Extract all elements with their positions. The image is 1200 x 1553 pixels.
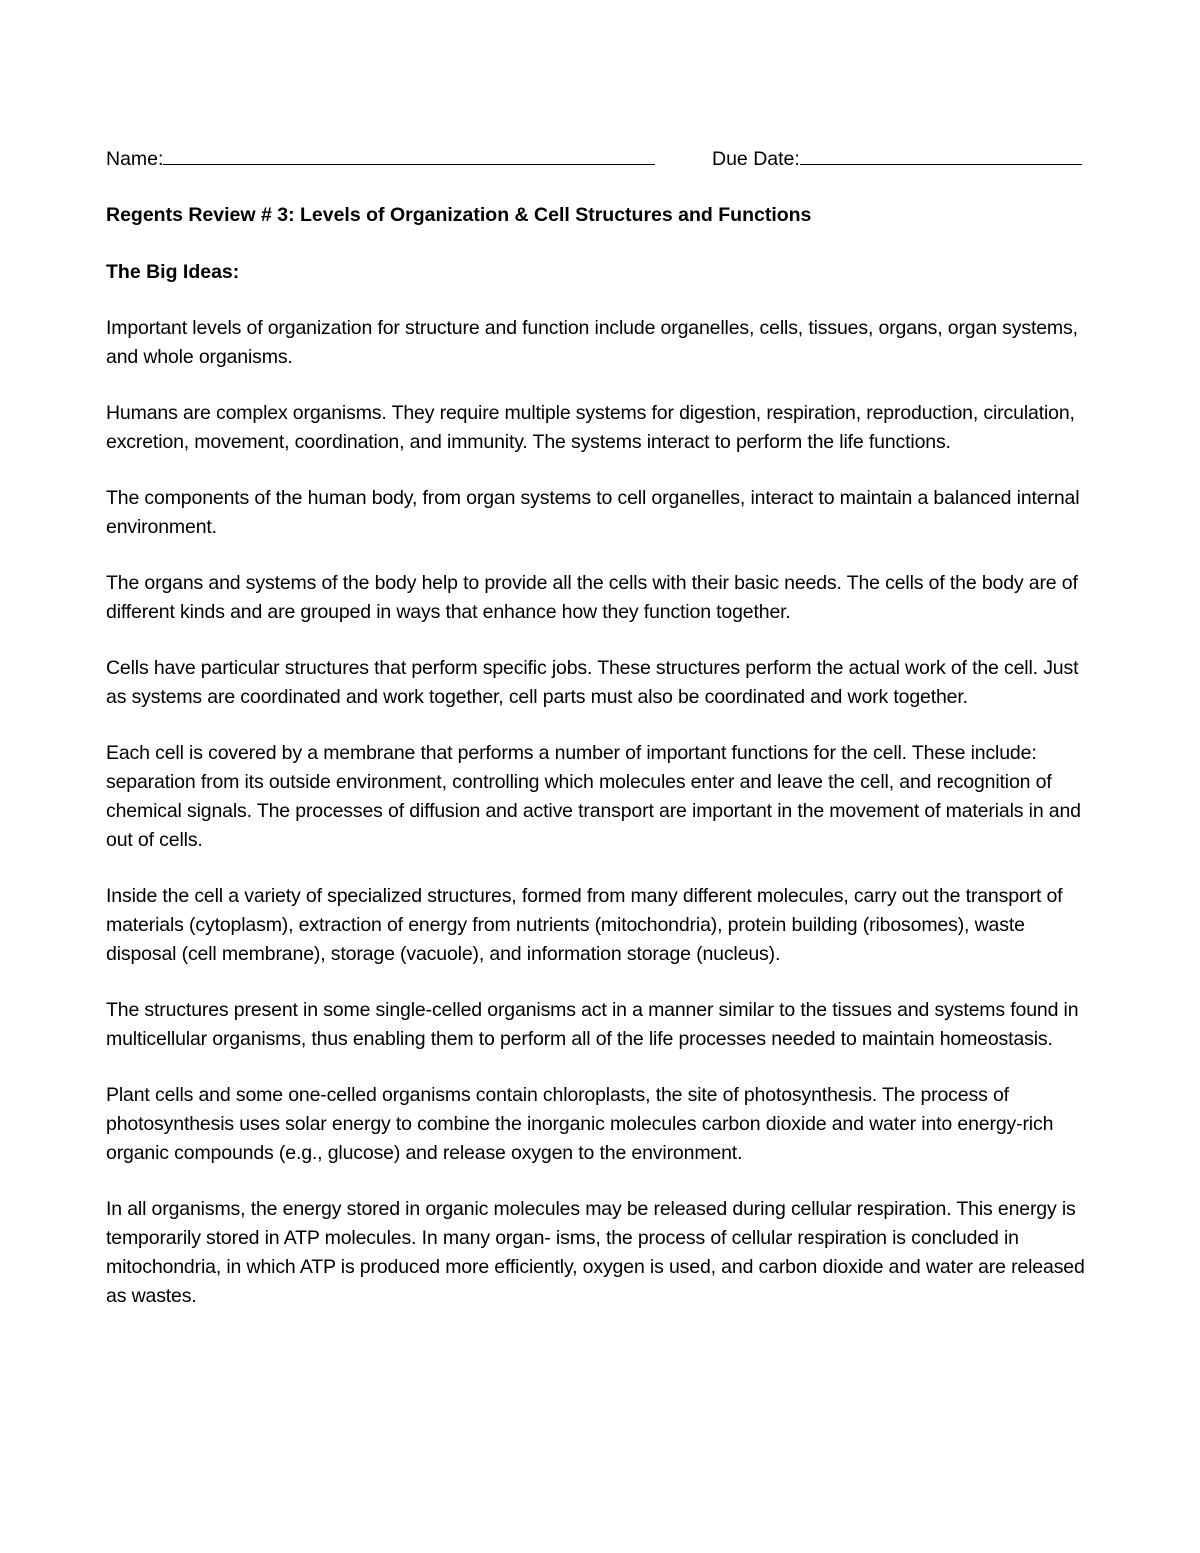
header-row [106,142,1096,172]
name-blank-line[interactable] [163,142,655,165]
paragraph: In all organisms, the energy stored in organic molecules may be released during cellular respiration. This energy is temporarily stored in ATP molecules. In many organ- isms, the process of cellular respiration is concluded in mitochondria, in which ATP is produced more efficiently, oxygen is used, and carbon dioxide and water are released as wastes. [106,1198,1085,1307]
paragraph: The components of the human body, from organ systems to cell organelles, interact to maintain a balanced internal environment. [106,487,1080,538]
paragraph: Inside the cell a variety of specialized structures, formed from many different molecules, carry out the transport of materials (cytoplasm), extraction of energy from nutrients (mitochondria), protein building (ribosomes), waste disposal (cell membrane), storage (vacuole), and information storage (nucleus). [106,885,1063,965]
paragraph: Each cell is covered by a membrane that performs a number of important functions for the cell. These include: separation from its outside environment, controlling which molecules enter and leave the cell, and recognition of chemical signals. The processes of diffusion and active transport are important in the movement of materials in and out of cells. [106,742,1081,851]
worksheet-title: Regents Review # 3: Levels of Organization & Cell Structures and Functions [106,204,812,226]
paragraph: Plant cells and some one-celled organisms contain chloroplasts, the site of photosynthesis. The process of photosynthesis uses solar energy to combine the inorganic molecules carbon dioxide and water into energy-rich organic compounds (e.g., glucose) and release oxygen to the environment. [106,1084,1054,1164]
paragraph: Humans are complex organisms. They require multiple systems for digestion, respiration, reproduction, circulation, excretion, movement, coordination, and immunity. The systems interact to perform the life functions. [106,402,1075,453]
paragraph: Important levels of organization for structure and function include organelles, cells, tissues, organs, organ systems, and whole organisms. [106,317,1078,368]
paragraph: The structures present in some single-celled organisms act in a manner similar to the tissues and systems found in multicellular organisms, thus enabling them to perform all of the life processes needed to maintain homeostasis. [106,999,1079,1050]
big-ideas-body [106,314,1096,1311]
due-date-label: Due Date: [712,148,800,170]
name-label: Name: [106,148,164,170]
worksheet-page [106,142,1096,1331]
name-field [106,142,655,174]
paragraph: The organs and systems of the body help to provide all the cells with their basic needs. The cells of the body are of different kinds and are grouped in ways that enhance how they function together. [106,572,1078,623]
due-date-blank-line[interactable] [800,142,1082,165]
big-ideas-heading: The Big Ideas: [106,261,240,283]
due-date-field [712,142,1082,174]
paragraph: Cells have particular structures that perform specific jobs. These structures perform the actual work of the cell. Just as systems are coordinated and work together, cell parts must also be coordinated and work together. [106,657,1079,708]
